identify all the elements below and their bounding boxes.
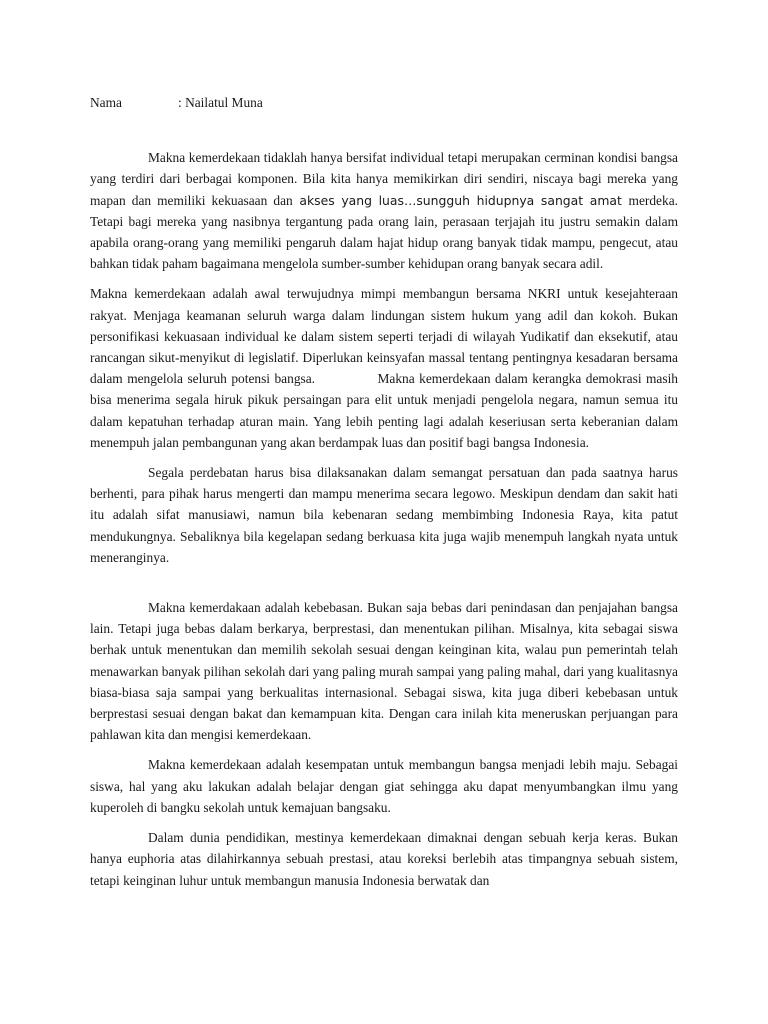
paragraph-3: Segala perdebatan harus bisa dilaksanakan dalam semangat persatuan dan pada saatnya harus berhenti, para pihak harus mengerti dan mampu menerima secara legowo. Meskipun dendam dan sakit hati itu adalah sifat manusiawi, namun bila kebenaran sedang membimbing Indonesia Raya, kita patut mendukungnya. Sebaliknya bila kegelapan sedang berkuasa kita juga wajib menempuh langkah nyata untuk meneranginya. — [90, 465, 678, 565]
paragraph-1-sans-text: akses yang luas…sungguh hidupnya sangat amat — [292, 192, 629, 208]
paragraph-2b-text: Makna kemerdekaan dalam kerangka demokrasi masih bisa menerima segala hiruk pikuk persaingan para elit untuk menjadi pengelola negara, namun semua itu dalam kepatuhan terhadap aturan main. Yang lebih penting lagi adalah keseriusan serta keberanian dalam menempuh jalan pembangunan yang akan berdampak luas dan positif bagi bangsa Indonesia. — [90, 371, 678, 450]
paragraph-4: Makna kemerdakaan adalah kebebasan. Bukan saja bebas dari penindasan dan penjajahan bangsa lain. Tetapi juga bebas dalam berkarya, berprestasi, dan menentukan pilihan. Misalnya, kita sebagai siswa berhak untuk menentukan dan memilih sekolah sesuai dengan keinginan kita, walau pun pemerintah telah menawarkan banyak pilihan sekolah dari yang paling murah sampai yang paling mahal, dari yang kualitasnya biasa-biasa saja sampai yang berkualitas internasional. Sebagai siswa, kita juga diberi kebebasan untuk berprestasi sesuai dengan bakat dan kemampuan kita. Dengan cara inilah kita meneruskan perjuangan para pahlawan kita dan mengisi kemerdekaan. — [90, 600, 678, 743]
paragraph-1 — [90, 147, 678, 274]
name-line — [90, 92, 678, 113]
paragraph-1-text: Makna kemerdekaan tidaklah hanya bersifat individual tetapi merupakan cerminan kondisi bangsa yang terdiri dari berbagai komponen. Bila kita hanya memikirkan diri sendiri, niscaya bagi mereka yang mapan dan memiliki kekuasaan dan — [90, 150, 678, 208]
paragraph-1-rest: merdeka. Tetapi bagi mereka yang nasibnya tergantung pada orang lain, perasaan terjajah itu justru semakin dalam apabila orang-orang yang memiliki pengaruh dalam hajat hidup orang banyak tidak mampu, pengecut, atau bahkan tidak paham bagaimana mengelola sumber-sumber kehidupan orang banyak secara adil. — [90, 192, 678, 272]
paragraph-5: Makna kemerdekaan adalah kesempatan untuk membangun bangsa menjadi lebih maju. Sebagai siswa, hal yang aku lakukan adalah belajar dengan giat sehingga aku dapat menyumbangkan ilmu yang kuperoleh di bangku sekolah untuk kemajuan bangsaku. — [90, 757, 678, 815]
paragraph-2-text: Makna kemerdekaan adalah awal terwujudnya mimpi membangun bersama NKRI untuk kesejahteraan rakyat. Menjaga keamanan seluruh warga dalam lindungan sistem hukum yang adil dan kokoh. Bukan personifikasi kekuasaan individual ke dalam sistem seperti terjadi di wilayah Yudikatif dan eksekutif, atau rancangan sikut-menyikut di legislatif. Diperlukan keinsyafan massal tentang pentingnya kesadaran bersama dalam mengelola seluruh potensi bangsa. — [90, 286, 678, 387]
name-value: : Nailatul Muna — [178, 95, 263, 110]
name-label: Nama — [90, 95, 122, 110]
document-page — [90, 92, 678, 891]
paragraph-2 — [90, 283, 678, 453]
paragraph-6: Dalam dunia pendidikan, mestinya kemerdekaan dimaknai dengan sebuah kerja keras. Bukan hanya euphoria atas dilahirkannya sebuah prestasi, atau koreksi berlebih atas timpangnya sebuah sistem, tetapi keinginan luhur untuk membangun manusia Indonesia berwatak dan — [90, 830, 678, 888]
